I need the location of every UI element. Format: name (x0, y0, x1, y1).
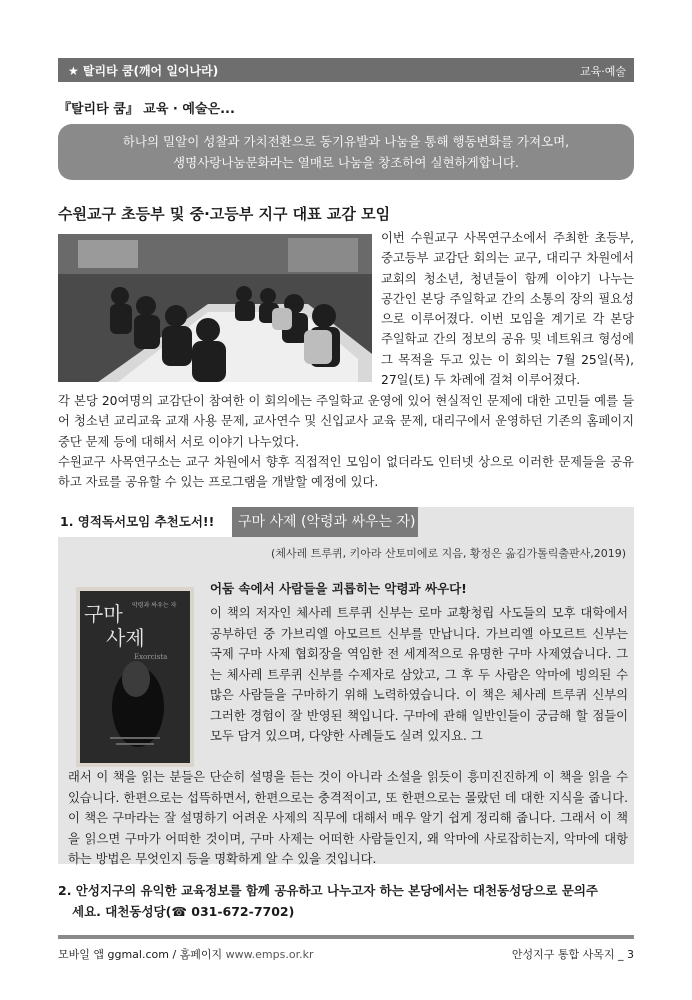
meeting-photo-illustration (58, 234, 372, 382)
book-cover (76, 587, 194, 767)
mission-line-2: 생명사랑나눔문화라는 열매로 나눔을 창조하여 실현하게합니다. (173, 155, 519, 170)
footer-page-info: 안성지구 통합 사목지 _ 3 (511, 948, 634, 961)
education-info-notice (58, 880, 638, 922)
article-body (58, 391, 634, 492)
book-headline: 어둠 속에서 사람들을 괴롭히는 악령과 싸우다! (210, 581, 467, 596)
intro-heading: 『탈리타 쿰』 교육 · 예술은... (58, 102, 235, 117)
article-title: 수원교구 초등부 및 중·고등부 지구 대표 교감 모임 (58, 205, 391, 223)
cover-subtitle: 악령과 싸우는 자 (132, 602, 177, 609)
notice-line-2: 세요. 대천동성당(☎ 031-672-7702) (72, 904, 295, 919)
book-credit: (체사레 트루퀴, 키아라 산토미에로 지음, 황정은 옮김가톨릭출판사,2019) (271, 547, 626, 560)
mission-line-1: 하나의 밀알이 성찰과 가치전환으로 동기유발과 나눔을 통해 행동변화를 가져오며, (122, 134, 570, 149)
book-cover-art (76, 587, 194, 767)
cover-title-1: 구마 (84, 602, 123, 626)
article-paragraph-2: 각 본당 20여명의 교감단이 참여한 이 회의에는 주일학교 운영에 있어 현실적인 문제에 대한 고민들 예를 들어 청소년 교리교육 교재 사용 문제, 교사연수 및 신입교사 교육 문제, 대리구에서 운영하던 기존의 홈페이지 중단 문제 등에 대해서 서로 이야기 나누었다. (58, 394, 634, 449)
footer-links-label: 모바일 앱 ggmal.com / 홈페이지 (58, 948, 223, 961)
book-description-top: 이 책의 저자인 체사레 트루퀴 신부는 로마 교황청립 사도들의 모후 대학에서 공부하던 중 가브리엘 아모르트 신부를 만납니다. 가브리엘 아모르트 신부는 국제 구마 사제 협회장을 역임한 전 세계적으로 유명한 구마 사제였습니다. 그는 체사레 트루퀴 신부를 수제자로 삼았고, 그 후 두 사람은 악마에 빙의된 수많은 사람들을 구마하기 위해 노력하였습니다. 이 책은 체사레 트루퀴 신부의 그러한 경험이 잘 반영된 책입니다. 구마에 관해 일반인들이 궁금해 할 점들이 모두 담겨 있으며, 다양한 사례들도 실려 있지요. 그 (210, 606, 628, 743)
book-description-bottom: 래서 이 책을 읽는 분들은 단순히 설명을 듣는 것이 아니라 소설을 읽듯이 흥미진진하게 이 책을 읽을 수 있습니다. 한편으로는 섭뜩하면서, 한편으로는 충격적이고, 또 한편으로는 몰랐던 데 대한 지식을 줍니다. 이 책은 구마라는 잘 설명하기 어려운 사제의 직무에 대해서 매우 알기 쉽게 정리해 줍니다. 그래서 이 책을 읽으면 구마가 어떠한 것이며, 구마 사제는 어떠한 사람들인지, 왜 악마에 사로잡히는지, 악마에 대항하는 방법은 무엇인지 등을 명확하게 알 수 있을 것입니다. (68, 770, 628, 866)
article-paragraph-1: 이번 수원교구 사목연구소에서 주최한 초등부, 중고등부 교감단 회의는 교구, 대리구 차원에서 교회의 청소년, 청년들이 함께 이야기 나누는 공간인 본당 주일학교 간의 소통의 장의 필요성으로 이루어졌다. 이번 모임을 계기로 각 본당 주일학교 간의 정보의 공유 및 네트워크 형성에 그 목적을 두고 있는 이 회의는 7월 25일(목), 27일(토) 두 차례에 걸쳐 이루어졌다. (381, 231, 634, 388)
book-section-label: 1. 영적독서모임 추천도서!! (58, 507, 232, 537)
notice-line-1: 2. 안성지구의 유익한 교육정보를 함께 공유하고 나누고자 하는 본당에서는 대천동성당으로 문의주 (58, 883, 598, 898)
header-bar (58, 58, 634, 82)
footer-left (58, 946, 313, 962)
header-category: 교육·예술 (579, 65, 626, 78)
mission-box (58, 124, 634, 180)
book-recommendation (58, 507, 634, 864)
header-title: ★ 탈리타 쿰(깨어 일어나라) (68, 64, 219, 78)
cover-latin: Exorcista (134, 653, 168, 661)
article-paragraph-3: 수원교구 사목연구소는 교구 차원에서 향후 직접적인 모임이 없더라도 인터넷 상으로 이러한 문제들을 공유하고 자료를 공유할 수 있는 프로그램을 개발할 예정에 있다. (58, 454, 634, 490)
footer-rule (58, 935, 634, 939)
cover-title-2: 사제 (106, 626, 145, 650)
meeting-photo (58, 234, 372, 382)
homepage-link[interactable]: www.emps.or.kr (225, 948, 314, 961)
book-title-tag: 구마 사제 (악령과 싸우는 자) (232, 507, 418, 537)
